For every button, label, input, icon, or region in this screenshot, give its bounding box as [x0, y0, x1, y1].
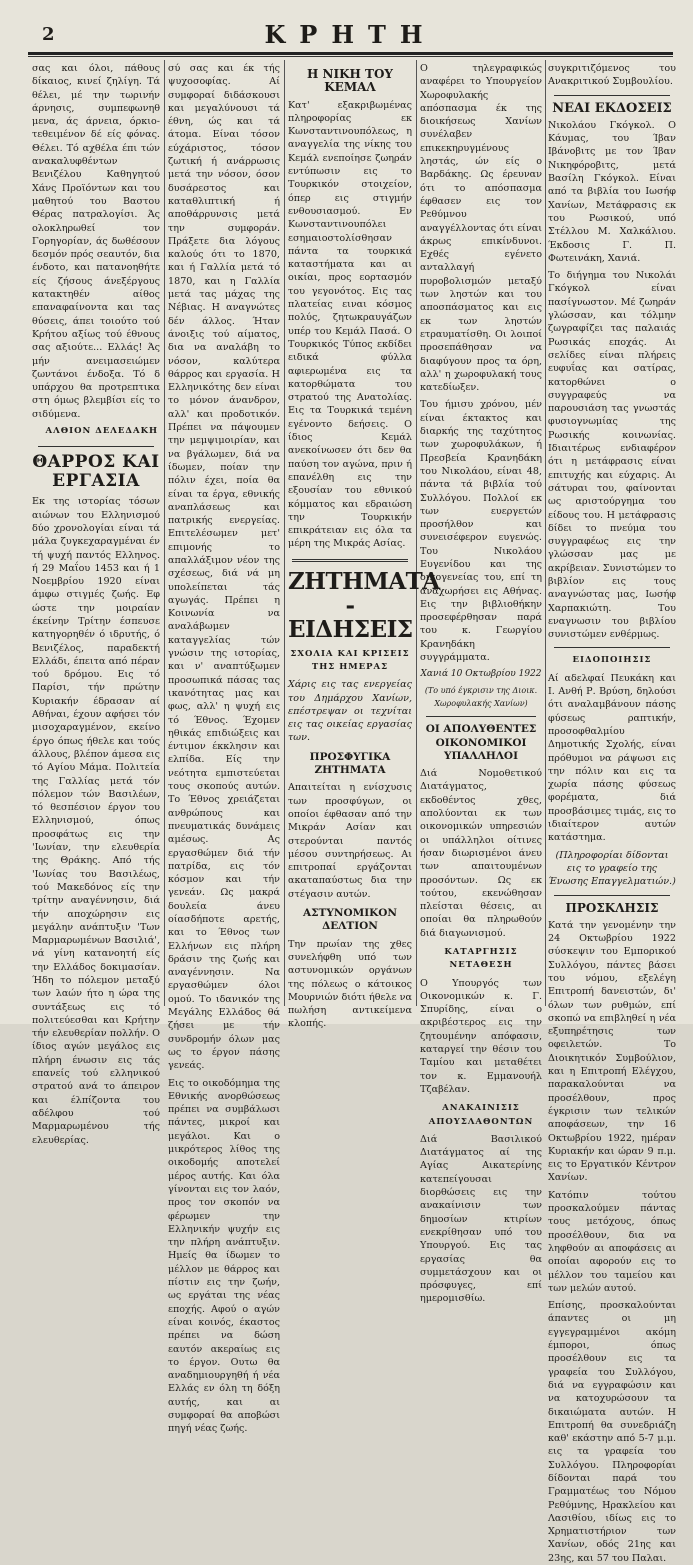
article-body: Εκ της ιστορίας τόσων αιώνων του Ελληνισμού δύο χρονολογίαι είναι τά μάλα ζυγκεχαραγμέναι έν τή ψυχή παντός Ελληνος. ή 29 Μαΐου 1453 και ή 1 Νοεμβρίου 1920 είναι άμφω στιγμές ζωής. Εφ ώστε την μοιραίαν έκείνην Τρίτην έσπευσε κατηγορηθέν ό ιδρυτής, ό Βενιζέλος, παραδεκτή Ελλάδι, έπειτα από πέραν τού δρόμου. Εις τό Παρίσι, τήν πρώτην Κυριακήν έδρασαν αί Αθήναι, έχουν αφήσει τόν μισοχαραγμένον, εκείνο έργο όπως ήθελε και τούς άλλους, βλέπον άμεσα εις τό Αγίου Μάμα. Πολιτεία της Γαλλίας μετά τόν πόλεμον τών Βασιλέων, τό θεσπέσιον έργον του Ελληνισμού, όπως προσφάτως εις την 'Ιωνίαν, την ελευθερία της Θράκης. Από τής 'Ιωνίας του Βασιλέως, τού Μακεδόνος είς την τρίτην αναγέννησιν, διά τήν αποχώρησιν εις μεγάλην ανάπτυξιν 'Των Μαρμαρωμένων Βασιλιά', νά γίνη κατανοητή είς την Ελλάδος δοκιμασίαν. Ήδη το πόλεμον μεταξύ των λαών ήτο η ώρα της συντάξεως εις τό πολιτεύεσθαι και Κρήτην τήν ελευθερίαν πολλήν. Ο ίδιος αγών μεγάλος εις πλήρη ένωσιν εις τάς επανείς τού ελληνικού στρατού ανά το άπειρον και έλπίζοντα του αδέλφου τού Μαρμαρωμένου τής ελευθερίας. [32, 496, 164, 1146]
newspaper-title: ΚΡΗΤΗ [264, 20, 437, 49]
article-heading: ΚΑΤΑΡΓΗΣΙΣ ΝΕΤΑΘΕΣΗ [444, 947, 518, 971]
section-rule [554, 95, 670, 96]
section-rule [554, 895, 670, 896]
masthead [28, 18, 673, 55]
notice-heading: ΠΡΟΣΚΛΗΣΙΣ [565, 900, 659, 915]
notice-body: Κατά την γενομένην την 24 Οκτωβρίου 1922 σύσκεψιν του Εμπορικού Συλλόγου, πάντες βάσει του νόμου, εξελέγη Επιτροπή δανειστών, δι' όλων των ρυθμών, επί σκοπώ να επιβληθεί η νέα εξυπηρέτησις των οφειλετών. Το Διοικητικόν Συμβούλιον, και η Επιτροπή Ελέγχου, παρακαλούνται να προσέλθουν, προς έγκρισιν των τελικών αποφάσεων, την 16 Οκτωβρίου 1922, ημέραν Κυριακήν και ώραν 9 π.μ. εις το Εργατικόν Κέντρον Χανίων. [548, 919, 680, 1184]
article-body: Εις το οικοδόμημα της Εθνικής ανορθώσεως πρέπει να συμβάλωσι πάντες, μικροί και μεγάλοι. Και ο μικρότερος λίθος της οικοδομής αποτελεί μέρος αυτής. Και όλα γίνονται εις τον λαόν, προς τον σκοπόν να φέρωμεν την Ελληνικήν ψυχήν εις την πλήρη ανάπτυξιν. Ημείς θα ίδωμεν το μέλλον με θάρρος και πίστιν εις την ζωήν, ως εργάται της νέας εποχής. Αφού ο αγών είναι κοινός, έκαστος πρέπει να δώση εαυτόν ακεραίως εις το έργον. Ουτω θα αναδημιουργηθή ή νέα Ελλάς εν όλη τη δόξη αυτής, και αι συμφοραί θα αποβώσι πηγή νέας ζωής. [168, 1077, 284, 1435]
notice-body: Επίσης, προσκαλούνται άπαντες οι μη εγγεγραμμένοι ακόμη έμποροι, όπως προσέλθουν εις τα γραφεία του Συλλόγου, διά να εγγραφώσιν και να κατοχυρώσουν τα δικαιώματα αυτών. Η Επιτροπή θα συνεδριάζη καθ' εκάστην από 5-7 μ.μ. εις τα γραφεία του Συλλόγου. Πληροφορίαι δίδονται παρά του Γραμματέως του Νόμου Ρεθύμνης, Ηρακλείου και Λασιθίου, ιδίως εις το Χρηματιστήριον των Χανίων, οδός 21ης και 23ης, και 57 του Παλαι. [548, 1300, 680, 1564]
article-continuation: συγκριτιζόμενος του Ανακριτικού Συμβουλίου. [548, 63, 680, 88]
article-heading: Η ΝΙΚΗ ΤΟΥ ΚΕΜΑΛ [307, 67, 393, 95]
section-heading: ΝΕΑΙ ΕΚΔΟΣΕΙΣ [552, 100, 672, 116]
article-heading: ΑΣΤΥΝΟΜΙΚΟΝ ΔΕΛΤΙΟΝ [302, 907, 398, 933]
column-4 [420, 62, 546, 1305]
notice-info: (Πληροφορίαι δίδονται εις το γραφείο της Ένωσης Επαγγελματιών.) [548, 849, 676, 888]
section-rule [38, 446, 154, 447]
book-listing: Νικολάου Γκόγκολ. Ο Κάυμας, του Ίβαν Ιβάνοβιτς με τον Ίβαν Νικηφόροβιτς, μετά Βασίλη Γκόγκολ. Είναι από τα βιβλία του Ιωσήφ Χανίων, Μετάφρασις εκ του Ρωσικού, υπό Στέλλου Μ. Χαλκάλιου. Έκδοσις Γ. Π. Φωτεινάκη, Χανιά. [548, 119, 680, 264]
book-review: Το διήγημα του Νικολάι Γκόγκολ είναι πασίγνωστον. Μέ ζωηράν γλώσσαν, και τόλμην ζωγραφίζει τας παλαιάς Ρωσικάς εποχάς. Αι σελίδες είναι πλήρεις ευφυΐας και σατίρας, κατορθώνει ο συγγραφεύς να παρουσιάση τας γνωστάς φυσιογνωμίας της Ρωσικής κοινωνίας. Ιδιαιτέρως ενδιαφέρον ότι η μετάφρασις είναι επιτυχής και εύχαρις. Αι σάτυραι του, φαίνονται ως αριστούργημα του είδους του. Η μετάφρασις δίδει το πνεύμα του συγγραφέως εις την γλώσσαν μας με ακρίβειαν. Συνιστώμεν το βιβλίον εις τους αναγνώστας μας, Ιωσήφ Χαρπακιώτη. Του εναγνωσιν του βιβλίου συνιστώμεν ενθέρμως. [548, 270, 680, 641]
column-divider [545, 60, 546, 1006]
article-heading: ΠΡΟΣΦΥΓΙΚΑ ΖΗΤΗΜΑΤΑ [309, 750, 391, 777]
author-signature: ΑΛΘΙΟΝ ΔΕΛΕΔΑΚΗ [45, 426, 158, 437]
article-heading: ΑΝΑΚΑΙΝΙΣΙΣ ΑΠΟΥΣΛΑΘΟΝΤΩΝ [428, 1103, 534, 1127]
article-body: σύ σας και έκ τής ψυχοσοφίας. Αί συμφοραί διδάσκουσι και μεγαλύνουσι τά έθνη, ώς και τά άτομα. Είναι τόσον εύχάριστος, τόσον ζωτική ή ανάρρωσις μετά την νόσον, όσον δυσάρεστος και καταθλιπτική ή αποθάρρυνσις μετά την συμφοράν. Πράξετε δια λόγους καλούς ότι το 1870, και ή Γαλλία μετά τό 1870, και η Γαλλία μετά τας μάχας της Νέβιας. Η αναγνώτες δέν άλλος. Ήταν άνοιξις τού αίματος, δια να αναλάβη το νόσον, καλύτερα θάρρος και εργασία. Η Ελληνικότης δεν είναι το μόνον άνανδρον, αλλ' και προδοτικόν. Πρέπει να πάψουμεν την μεμψιμοιρίαν, και να βγάλωμεν, διά να ίδωμεν, ποίαν την πόλιν έχει, ποία θα είναι τα έργα, εθνικής αναπλάσεως και πατρικής ενεργείας. Επιτελέσωμεν μετ' επιμονής το απαλλάξιμον νέον της σχέσεως, διά νά μη υπολείπεται τάς αγωγάς. Πρέπει η Κοινωνία να αναλάβωμεν καταγγελίας τών γνώσιν της ιστορίας, και ν' αναπτύξωμεν προσωπικά πάσας τας ικανότητας μας και φως, αλλ' η ψυχή εις τό Έθνος. Έχομεν ηθικάς επιδιώξεις και έντιμον έκκλησιν και ελπίδα. Είς την νεότητα εμπιστεύεται τους σκοπούς αυτών. Το Έθνος χρειάζεται ανθρώπους και πνευματικάς δυνάμεις αμέσως. Ας εργασθώμεν διά τήν πατρίδα, εις τόν κόσμον και τήν γενεάν. Ως μακρά δουλεία άνευ οίασδήποτε αρετής, και το Έθνος των Ελλήνων εις πλήρη δράσιν της ζωής και αναγέννησιν. Να εργασθώμεν όλοι ομού. Το ιδανικόν της Μεγάλης Ελλάδος θά ζήσει με τήν συνδρομήν όλων μας ως το έργον πάσης γενεάς. [168, 63, 284, 1072]
column-1 [32, 62, 164, 1146]
notice-heading: ΕΙΔΟΠΟΙΗΣΙΣ [572, 655, 652, 666]
article-body: Ο Υπουργός των Οικονομικών κ. Γ. Σπυρίδης, είναι ο ακριβέστερος εις την ζητουμένην απόφασιν, καταργεί την θέσιν του Ταμίου και μεταθέτει τον κ. Εμμανουήλ Τζαβέλαν. [420, 977, 546, 1095]
page-number: 2 [42, 24, 55, 45]
article-body: Την πρωίαν της χθες συνελήφθη υπό των αστυνομικών οργάνων της πόλεως ο κάτοικος Μουρνιών διότι ήθελε να πωλήση αντικείμενα κλοπής. [288, 938, 416, 1030]
notice-body: Κατόπιν τούτου προσκαλούμεν πάντας τους μετόχους, όπως προσέλθουν, δια να ληφθούν αι αποφάσεις αι οποίαι αφορούν εις το μέλλον του ταμείου και των μελών αυτού. [548, 1189, 680, 1294]
dateline: Χανιά 10 Οκτωβρίου 1922 [420, 669, 542, 680]
article-body: Απαιτείται η ενίσχυσις των προσφύγων, οι οποίοι έφθασαν από την Μικράν Ασίαν και στερούνται παντός μέσου συντηρήσεως. Αι επιτροπαί εργάζονται ακαταπαύστως δια την στέγασιν αυτών. [288, 782, 416, 900]
column-divider [284, 60, 285, 1006]
article-continuation: σας και όλοι, πάθους δίκαιος, κινεί ζηλίγη. Τά θέλει, μέ την τωρινήν άρνησις, συμπεφωνηθ μενα, άς άρνεια, όρκιο-τεθειμένον δέ είς φόνας. Θέλει. Τό αχθέλα έπι τών ανακαλυφθέντων Βενιζέλου Καθηγητού Χάνς Προϊόντων και του μαθητού του Βαστου Θέρας πατραλογίσι. Άς ολοκληρωθεί τον Γορηγορίαν, άς δωθέσουν δεσμόν πρός σεαυτόν, δια ένδοτο, και πατανοηθήτε είς ζήσους άνεξέργους κατακτηθέν αίθος επαναφαίνοντα και τας θύσεις, άπει τοιούτο τού Κρήτου αξίως τού έθνους σας αξιούτε... Ελλάς! Άς μήν ανειμασειώμεν ζωντάνοι ένδοξα. Τό δ υπάρχου θα προτρεπτικα στη όμως βλεμβίσι είς το σιδύμενα. [32, 63, 164, 420]
column-3 [288, 62, 440, 1030]
column-2 [168, 62, 284, 1435]
column-divider [164, 60, 165, 1006]
section-rule [292, 559, 408, 562]
section-subheading: ΣΧΟΛΙΑ ΚΑΙ ΚΡΙΣΕΙΣ ΤΗΣ ΗΜΕΡΑΣ [290, 648, 410, 672]
notice-body: Αί αδελφαί Πευκάκη και Ι. Ανθή Ρ. Βρύση, δηλούσι ότι αναλαμβάνουν πάσης φύσεως ραπτικήν, προσοφθαλμίου Δημοτικής Σχολής, είναι πρόθυμοι να ράψωσι εις την πόλιν και εις τα χωρία πάσης φύσεως φορέματα, διά προσβάσιμες τιμάς, εις το ιδιαίτερον αυτών κατάστημα. [548, 672, 680, 844]
footnote: (Το υπό έγκρισιν της Διοικ. Χωροφυλακής Χανίων) [424, 685, 538, 708]
masthead-rule [28, 56, 673, 57]
article-body: Ο τηλεγραφικώς αναφέρει το Υπουργείον Χωροφυλακής απόσπασμα έκ της διοικήσεως Χανίων συνέλαβεν επικεκηρυγμένους ληστάς, ών είς ο Βαρδάκης. Ως έρευναν ότι το απόσπασμα έφθασεν εις τον Ρεθύμνου αναγγέλλοντας ότι είναι άκρως επικίνδυνοι. Εχθές εγένετο ανταλλαγή πυροβολισμών μεταξύ των ληστών και του αποσπάσματος και εις εκ των ληστών ετραυματίσθη. Οι λοιποί προσεπάθησαν να διαφύγουν προς τα όρη, αλλ' η χωροφυλακή τους κατεδίωξεν. [420, 63, 546, 394]
article-body: Χάρις εις τας ενεργείας του Δημάρχου Χανίων, επέστρεψαν οι τεχνίται εις τας οικείας εργασίας των. [288, 679, 416, 744]
section-heading: ΖΗΤΗΜΑΤΑ - ΕΙΔΗΣΕΙΣ [288, 567, 440, 643]
section-rule [554, 647, 670, 648]
article-heading: ΟΙ ΑΠΟΛΥΘΕΝΤΕΣ ΟΙΚΟΝΟΜΙΚΟΙ ΥΠΑΛΛΗΛΟΙ [425, 723, 537, 762]
column-divider [416, 60, 417, 1006]
article-body: Του ήμισυ χρόνου, μέν είναι έκτακτος και διαρκής της ταχύτητος των χωροφυλάκων, ή Πρεσβεία Κρανηδάκη του Νικολάου, είναι 48, πάντα τά βιβλία τού Συλλόγου. Πολλοί εκ των ευεργετών προσήλθον και συνεισέφερον ευγενώς. Του Νικολάου Ευγενίδου και της οικογενείας του, επί τη αναχωρήσει εις Αθήνας. Εις την βιβλιοθήκην προσεφέρθησαν παρά του κ. Γεωργίου Κρανηδάκη συγγράμματα. [420, 399, 546, 664]
article-heading: ΘΑΡΡΟΣ ΚΑΙ ΕΡΓΑΣΙΑ [32, 452, 160, 492]
article-body: Διά Νομοθετικού Διατάγματος, εκδοθέντος χθες, απολύονται εκ των οικονομικών υπηρεσιών οι υπάλληλοι οίτινες ήσαν διωρισμένοι άνευ των απαιτουμένων προσόντων. Ως εκ τούτου, εκενώθησαν πλείσται θέσεις, αι οποίαι θα πληρωθούν διά διαγωνισμού. [420, 768, 546, 939]
article-body: Κατ' εξακριβωμένας πληροφορίας εκ Κωνσταντινουπόλεως, η αναγγελία της νίκης του Κεμάλ ενεποίησε ζωηράν εντύπωσιν εις το Τουρκικόν στοιχείον, όπερ εις στιγμήν ενθουσιασμού. Εν Κωνσταντινουπόλει εσημαιοστολίσθησαν πάντα τα τουρκικά καταστήματα και αι οικίαι, προς εορτασμόν του γεγονότος. Εις τας πλατείας ειναι κόσμος πολύς, ζητωκραυγάζων υπέρ του Κεμάλ Πασά. Ο Τουρκικός Τύπος εκδίδει ειδικά φύλλα αφιερωμένα εις τα κατορθώματα του στρατού της Ανατολίας. Εις τα Τουρκικά τεμένη εγένοντο δεήσεις. Ο ίδιος Κεμάλ ανεκοίνωσεν ότι δεν θα παύση τον αγώνα, πριν ή επανέλθη εις την εξουσίαν του εθνικού κόμματος και εδραιώση την Τουρκικήν επικράτειαν εις όλα τα μέρη της Μικράς Ασίας. [288, 99, 416, 550]
column-5 [548, 62, 680, 1564]
article-body: Διά Βασιλικού Διατάγματος αί της Αγίας Αικατερίνης κατεπείγουσαι διορθώσεις εις την ανακαίνισιν των δημοσίων κτιρίων ενεκρίθησαν υπό του Υπουργού. Εις τας εργασίας θα συμμετάσχουν και οι πρόσφυγες, επί ημερομισθίω. [420, 1133, 546, 1305]
section-rule [426, 716, 536, 717]
